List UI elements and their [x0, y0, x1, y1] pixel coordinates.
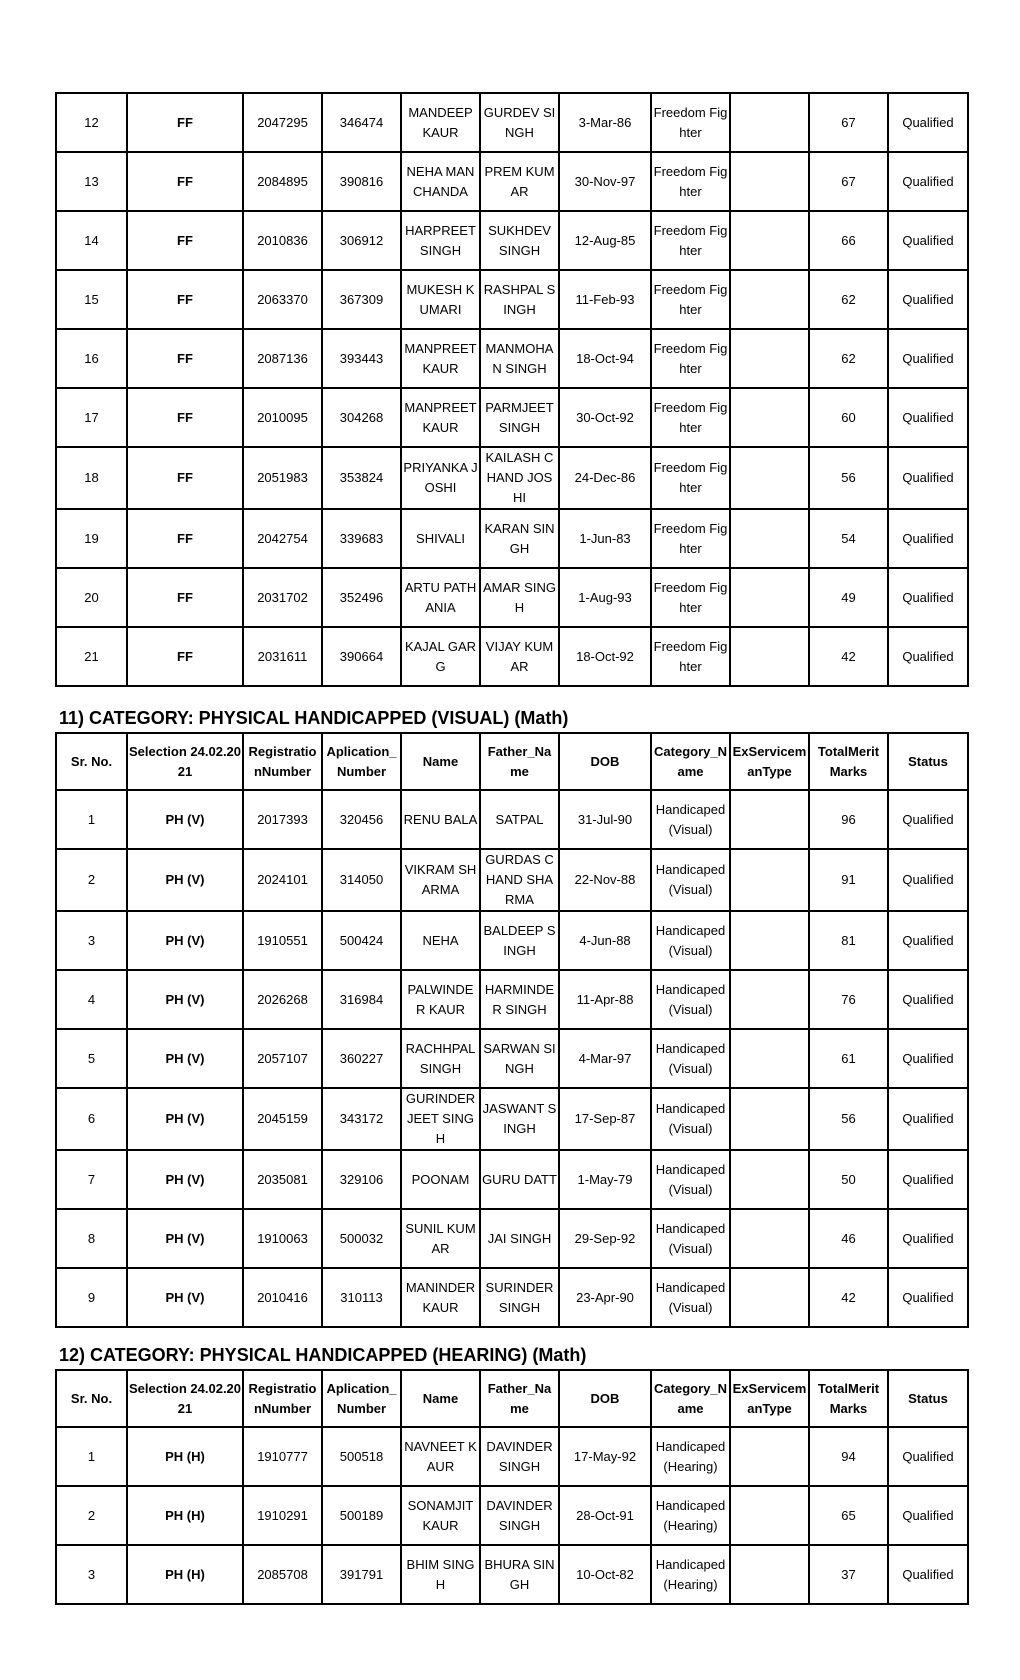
cell-sr-no: 4	[56, 970, 127, 1029]
cell-dob: 17-Sep-87	[559, 1088, 651, 1150]
cell-status: Qualified	[888, 849, 968, 911]
cell-registration-number: 2047295	[243, 93, 322, 152]
cell-application-number: 390816	[322, 152, 401, 211]
cell-dob: 18-Oct-92	[559, 627, 651, 686]
header-application-number: Aplication_Number	[322, 1370, 401, 1427]
cell-category-name: Handicaped (Visual)	[651, 849, 730, 911]
cell-name: MANDEEP KAUR	[401, 93, 480, 152]
cell-exserviceman-type	[730, 1029, 809, 1088]
cell-sr-no: 1	[56, 1427, 127, 1486]
cell-total-merit-marks: 76	[809, 970, 888, 1029]
cell-father-name: KAILASH CHAND JOSHI	[480, 447, 559, 509]
cell-father-name: GURDEV SINGH	[480, 93, 559, 152]
cell-dob: 4-Mar-97	[559, 1029, 651, 1088]
cell-sr-no: 18	[56, 447, 127, 509]
cell-total-merit-marks: 65	[809, 1486, 888, 1545]
cell-application-number: 310113	[322, 1268, 401, 1327]
cell-selection: FF	[127, 270, 243, 329]
cell-application-number: 360227	[322, 1029, 401, 1088]
cell-status: Qualified	[888, 911, 968, 970]
cell-sr-no: 5	[56, 1029, 127, 1088]
cell-registration-number: 2035081	[243, 1150, 322, 1209]
cell-selection: FF	[127, 509, 243, 568]
cell-father-name: SURINDER SINGH	[480, 1268, 559, 1327]
cell-selection: PH (V)	[127, 790, 243, 849]
cell-dob: 1-Jun-83	[559, 509, 651, 568]
cell-category-name: Handicaped (Visual)	[651, 1209, 730, 1268]
table-row	[56, 627, 968, 686]
cell-name: VIKRAM SHARMA	[401, 849, 480, 911]
cell-status: Qualified	[888, 627, 968, 686]
cell-dob: 31-Jul-90	[559, 790, 651, 849]
cell-registration-number: 2024101	[243, 849, 322, 911]
cell-exserviceman-type	[730, 447, 809, 509]
cell-category-name: Handicaped (Visual)	[651, 790, 730, 849]
cell-status: Qualified	[888, 1268, 968, 1327]
cell-name: SONAMJIT KAUR	[401, 1486, 480, 1545]
cell-sr-no: 20	[56, 568, 127, 627]
cell-exserviceman-type	[730, 1209, 809, 1268]
cell-total-merit-marks: 91	[809, 849, 888, 911]
cell-father-name: SATPAL	[480, 790, 559, 849]
header-sr-no: Sr. No.	[56, 1370, 127, 1427]
cell-application-number: 500424	[322, 911, 401, 970]
cell-sr-no: 15	[56, 270, 127, 329]
table-body	[56, 1427, 968, 1604]
header-father-name: Father_Name	[480, 733, 559, 790]
table-body	[56, 790, 968, 1327]
cell-category-name: Handicaped (Visual)	[651, 911, 730, 970]
cell-dob: 4-Jun-88	[559, 911, 651, 970]
cell-name: NEHA	[401, 911, 480, 970]
cell-exserviceman-type	[730, 1427, 809, 1486]
cell-selection: PH (V)	[127, 1209, 243, 1268]
cell-total-merit-marks: 56	[809, 447, 888, 509]
cell-application-number: 306912	[322, 211, 401, 270]
header-sr-no: Sr. No.	[56, 733, 127, 790]
cell-registration-number: 1910551	[243, 911, 322, 970]
cell-sr-no: 19	[56, 509, 127, 568]
section-heading-visual: 11) CATEGORY: PHYSICAL HANDICAPPED (VISUAL) (Math)	[59, 708, 569, 728]
cell-application-number: 352496	[322, 568, 401, 627]
cell-father-name: HARMINDER SINGH	[480, 970, 559, 1029]
cell-status: Qualified	[888, 1029, 968, 1088]
cell-dob: 29-Sep-92	[559, 1209, 651, 1268]
table-row	[56, 270, 968, 329]
cell-selection: PH (V)	[127, 1268, 243, 1327]
table-handicapped-visual	[55, 732, 969, 1328]
cell-application-number: 343172	[322, 1088, 401, 1150]
cell-exserviceman-type	[730, 1150, 809, 1209]
cell-application-number: 314050	[322, 849, 401, 911]
cell-total-merit-marks: 60	[809, 388, 888, 447]
cell-exserviceman-type	[730, 911, 809, 970]
cell-selection: PH (V)	[127, 970, 243, 1029]
cell-father-name: GURDAS CHAND SHARMA	[480, 849, 559, 911]
cell-name: BHIM SINGH	[401, 1545, 480, 1604]
cell-exserviceman-type	[730, 849, 809, 911]
cell-exserviceman-type	[730, 270, 809, 329]
cell-registration-number: 2045159	[243, 1088, 322, 1150]
cell-total-merit-marks: 61	[809, 1029, 888, 1088]
cell-total-merit-marks: 46	[809, 1209, 888, 1268]
cell-dob: 23-Apr-90	[559, 1268, 651, 1327]
cell-registration-number: 1910063	[243, 1209, 322, 1268]
cell-application-number: 367309	[322, 270, 401, 329]
table-row	[56, 93, 968, 152]
cell-father-name: SARWAN SINGH	[480, 1029, 559, 1088]
cell-total-merit-marks: 62	[809, 329, 888, 388]
cell-dob: 11-Feb-93	[559, 270, 651, 329]
table-row	[56, 329, 968, 388]
table-freedom-fighter	[55, 92, 969, 687]
cell-registration-number: 1910777	[243, 1427, 322, 1486]
cell-status: Qualified	[888, 509, 968, 568]
cell-category-name: Freedom Fighter	[651, 388, 730, 447]
cell-registration-number: 2010416	[243, 1268, 322, 1327]
header-registration-number: RegistrationNumber	[243, 733, 322, 790]
cell-category-name: Freedom Fighter	[651, 211, 730, 270]
cell-name: SHIVALI	[401, 509, 480, 568]
cell-sr-no: 2	[56, 849, 127, 911]
cell-name: PRIYANKA JOSHI	[401, 447, 480, 509]
cell-total-merit-marks: 42	[809, 1268, 888, 1327]
cell-registration-number: 2031611	[243, 627, 322, 686]
cell-status: Qualified	[888, 970, 968, 1029]
cell-sr-no: 17	[56, 388, 127, 447]
cell-registration-number: 2084895	[243, 152, 322, 211]
cell-dob: 30-Oct-92	[559, 388, 651, 447]
cell-name: RENU BALA	[401, 790, 480, 849]
cell-category-name: Freedom Fighter	[651, 270, 730, 329]
cell-selection: PH (V)	[127, 849, 243, 911]
cell-total-merit-marks: 81	[809, 911, 888, 970]
cell-exserviceman-type	[730, 93, 809, 152]
cell-status: Qualified	[888, 1427, 968, 1486]
table-handicapped-hearing	[55, 1369, 969, 1605]
table-row	[56, 1150, 968, 1209]
cell-application-number: 320456	[322, 790, 401, 849]
cell-sr-no: 16	[56, 329, 127, 388]
cell-registration-number: 2063370	[243, 270, 322, 329]
table-body	[56, 93, 968, 686]
cell-name: MANPREET KAUR	[401, 329, 480, 388]
cell-selection: FF	[127, 93, 243, 152]
header-father-name: Father_Name	[480, 1370, 559, 1427]
cell-selection: PH (H)	[127, 1545, 243, 1604]
cell-exserviceman-type	[730, 1088, 809, 1150]
table-row	[56, 1545, 968, 1604]
cell-sr-no: 3	[56, 1545, 127, 1604]
cell-dob: 17-May-92	[559, 1427, 651, 1486]
table-row	[56, 970, 968, 1029]
table-row	[56, 509, 968, 568]
cell-application-number: 500518	[322, 1427, 401, 1486]
cell-total-merit-marks: 94	[809, 1427, 888, 1486]
cell-registration-number: 1910291	[243, 1486, 322, 1545]
cell-exserviceman-type	[730, 1486, 809, 1545]
table-row	[56, 790, 968, 849]
cell-dob: 18-Oct-94	[559, 329, 651, 388]
cell-dob: 1-Aug-93	[559, 568, 651, 627]
cell-name: ARTU PATHANIA	[401, 568, 480, 627]
table-row	[56, 1427, 968, 1486]
cell-application-number: 346474	[322, 93, 401, 152]
cell-category-name: Freedom Fighter	[651, 152, 730, 211]
cell-selection: FF	[127, 152, 243, 211]
cell-exserviceman-type	[730, 211, 809, 270]
header-category-name: Category_Name	[651, 733, 730, 790]
cell-name: SUNIL KUMAR	[401, 1209, 480, 1268]
cell-category-name: Handicaped (Visual)	[651, 1150, 730, 1209]
header-total-merit-marks: TotalMerit Marks	[809, 733, 888, 790]
header-category-name: Category_Name	[651, 1370, 730, 1427]
cell-category-name: Handicaped (Visual)	[651, 1029, 730, 1088]
cell-selection: FF	[127, 388, 243, 447]
cell-father-name: MANMOHAN SINGH	[480, 329, 559, 388]
cell-name: MANINDER KAUR	[401, 1268, 480, 1327]
cell-registration-number: 2042754	[243, 509, 322, 568]
cell-selection: PH (H)	[127, 1427, 243, 1486]
cell-application-number: 393443	[322, 329, 401, 388]
cell-category-name: Handicaped (Visual)	[651, 1268, 730, 1327]
cell-father-name: DAVINDER SINGH	[480, 1427, 559, 1486]
cell-category-name: Handicaped (Visual)	[651, 970, 730, 1029]
cell-category-name: Handicaped (Hearing)	[651, 1486, 730, 1545]
cell-dob: 3-Mar-86	[559, 93, 651, 152]
cell-exserviceman-type	[730, 790, 809, 849]
cell-sr-no: 9	[56, 1268, 127, 1327]
cell-dob: 30-Nov-97	[559, 152, 651, 211]
cell-application-number: 391791	[322, 1545, 401, 1604]
header-application-number: Aplication_Number	[322, 733, 401, 790]
table-row	[56, 388, 968, 447]
cell-sr-no: 8	[56, 1209, 127, 1268]
cell-status: Qualified	[888, 1209, 968, 1268]
cell-registration-number: 2057107	[243, 1029, 322, 1088]
cell-registration-number: 2087136	[243, 329, 322, 388]
cell-selection: FF	[127, 211, 243, 270]
cell-total-merit-marks: 66	[809, 211, 888, 270]
cell-father-name: PREM KUMAR	[480, 152, 559, 211]
cell-total-merit-marks: 62	[809, 270, 888, 329]
cell-category-name: Freedom Fighter	[651, 329, 730, 388]
header-selection: Selection 24.02.2021	[127, 1370, 243, 1427]
cell-sr-no: 2	[56, 1486, 127, 1545]
cell-category-name: Handicaped (Visual)	[651, 1088, 730, 1150]
cell-name: NEHA MANCHANDA	[401, 152, 480, 211]
table-row	[56, 849, 968, 911]
cell-status: Qualified	[888, 388, 968, 447]
cell-application-number: 500032	[322, 1209, 401, 1268]
cell-application-number: 353824	[322, 447, 401, 509]
cell-name: MUKESH KUMARI	[401, 270, 480, 329]
cell-father-name: GURU DATT	[480, 1150, 559, 1209]
cell-registration-number: 2051983	[243, 447, 322, 509]
cell-selection: FF	[127, 568, 243, 627]
cell-category-name: Freedom Fighter	[651, 93, 730, 152]
cell-name: HARPREET SINGH	[401, 211, 480, 270]
cell-status: Qualified	[888, 790, 968, 849]
cell-exserviceman-type	[730, 388, 809, 447]
cell-application-number: 390664	[322, 627, 401, 686]
cell-status: Qualified	[888, 1150, 968, 1209]
cell-selection: FF	[127, 447, 243, 509]
cell-father-name: VIJAY KUMAR	[480, 627, 559, 686]
cell-total-merit-marks: 67	[809, 152, 888, 211]
cell-exserviceman-type	[730, 509, 809, 568]
cell-father-name: KARAN SINGH	[480, 509, 559, 568]
cell-status: Qualified	[888, 270, 968, 329]
cell-name: POONAM	[401, 1150, 480, 1209]
cell-application-number: 329106	[322, 1150, 401, 1209]
cell-application-number: 500189	[322, 1486, 401, 1545]
cell-sr-no: 21	[56, 627, 127, 686]
table-row	[56, 1209, 968, 1268]
cell-sr-no: 1	[56, 790, 127, 849]
cell-selection: FF	[127, 627, 243, 686]
cell-selection: PH (H)	[127, 1486, 243, 1545]
cell-dob: 24-Dec-86	[559, 447, 651, 509]
table-row	[56, 1486, 968, 1545]
cell-dob: 12-Aug-85	[559, 211, 651, 270]
header-dob: DOB	[559, 1370, 651, 1427]
cell-father-name: AMAR SINGH	[480, 568, 559, 627]
cell-total-merit-marks: 54	[809, 509, 888, 568]
header-exserviceman-type: ExServicemanType	[730, 733, 809, 790]
cell-name: MANPREET KAUR	[401, 388, 480, 447]
cell-sr-no: 3	[56, 911, 127, 970]
cell-dob: 28-Oct-91	[559, 1486, 651, 1545]
cell-exserviceman-type	[730, 329, 809, 388]
cell-registration-number: 2010836	[243, 211, 322, 270]
header-dob: DOB	[559, 733, 651, 790]
table-header-row	[56, 733, 968, 790]
cell-exserviceman-type	[730, 1545, 809, 1604]
header-selection: Selection 24.02.2021	[127, 733, 243, 790]
header-name: Name	[401, 733, 480, 790]
cell-father-name: BALDEEP SINGH	[480, 911, 559, 970]
table-row	[56, 1029, 968, 1088]
cell-dob: 1-May-79	[559, 1150, 651, 1209]
cell-sr-no: 6	[56, 1088, 127, 1150]
header-status: Status	[888, 1370, 968, 1427]
table-row	[56, 152, 968, 211]
cell-status: Qualified	[888, 211, 968, 270]
cell-dob: 22-Nov-88	[559, 849, 651, 911]
table-row	[56, 447, 968, 509]
cell-dob: 10-Oct-82	[559, 1545, 651, 1604]
cell-exserviceman-type	[730, 627, 809, 686]
cell-exserviceman-type	[730, 568, 809, 627]
cell-category-name: Handicaped (Hearing)	[651, 1545, 730, 1604]
table-row	[56, 211, 968, 270]
cell-selection: PH (V)	[127, 1088, 243, 1150]
cell-exserviceman-type	[730, 152, 809, 211]
cell-name: GURINDERJEET SINGH	[401, 1088, 480, 1150]
cell-category-name: Freedom Fighter	[651, 627, 730, 686]
cell-total-merit-marks: 67	[809, 93, 888, 152]
cell-total-merit-marks: 56	[809, 1088, 888, 1150]
cell-sr-no: 13	[56, 152, 127, 211]
cell-father-name: PARMJEET SINGH	[480, 388, 559, 447]
cell-total-merit-marks: 49	[809, 568, 888, 627]
cell-selection: PH (V)	[127, 1150, 243, 1209]
cell-name: RACHHPAL SINGH	[401, 1029, 480, 1088]
cell-status: Qualified	[888, 93, 968, 152]
cell-selection: PH (V)	[127, 1029, 243, 1088]
cell-dob: 11-Apr-88	[559, 970, 651, 1029]
table-row	[56, 568, 968, 627]
cell-name: KAJAL GARG	[401, 627, 480, 686]
header-exserviceman-type: ExServicemanType	[730, 1370, 809, 1427]
header-status: Status	[888, 733, 968, 790]
header-name: Name	[401, 1370, 480, 1427]
cell-name: PALWINDER KAUR	[401, 970, 480, 1029]
cell-registration-number: 2031702	[243, 568, 322, 627]
cell-father-name: RASHPAL SINGH	[480, 270, 559, 329]
cell-sr-no: 14	[56, 211, 127, 270]
cell-registration-number: 2085708	[243, 1545, 322, 1604]
cell-selection: PH (V)	[127, 911, 243, 970]
header-registration-number: RegistrationNumber	[243, 1370, 322, 1427]
cell-status: Qualified	[888, 329, 968, 388]
cell-father-name: JASWANT SINGH	[480, 1088, 559, 1150]
cell-exserviceman-type	[730, 970, 809, 1029]
cell-name: NAVNEET KAUR	[401, 1427, 480, 1486]
table-row	[56, 1268, 968, 1327]
cell-sr-no: 12	[56, 93, 127, 152]
cell-father-name: JAI SINGH	[480, 1209, 559, 1268]
cell-status: Qualified	[888, 1545, 968, 1604]
cell-total-merit-marks: 96	[809, 790, 888, 849]
cell-application-number: 339683	[322, 509, 401, 568]
section-heading-hearing: 12) CATEGORY: PHYSICAL HANDICAPPED (HEARING) (Math)	[59, 1345, 587, 1365]
cell-status: Qualified	[888, 447, 968, 509]
table-row	[56, 911, 968, 970]
cell-father-name: SUKHDEV SINGH	[480, 211, 559, 270]
cell-father-name: BHURA SINGH	[480, 1545, 559, 1604]
cell-status: Qualified	[888, 1088, 968, 1150]
cell-selection: FF	[127, 329, 243, 388]
cell-total-merit-marks: 37	[809, 1545, 888, 1604]
cell-sr-no: 7	[56, 1150, 127, 1209]
cell-registration-number: 2017393	[243, 790, 322, 849]
cell-total-merit-marks: 42	[809, 627, 888, 686]
cell-application-number: 304268	[322, 388, 401, 447]
cell-father-name: DAVINDER SINGH	[480, 1486, 559, 1545]
cell-category-name: Freedom Fighter	[651, 568, 730, 627]
cell-registration-number: 2026268	[243, 970, 322, 1029]
cell-status: Qualified	[888, 152, 968, 211]
cell-category-name: Freedom Fighter	[651, 447, 730, 509]
cell-status: Qualified	[888, 1486, 968, 1545]
cell-application-number: 316984	[322, 970, 401, 1029]
table-header-row	[56, 1370, 968, 1427]
cell-registration-number: 2010095	[243, 388, 322, 447]
cell-exserviceman-type	[730, 1268, 809, 1327]
table-row	[56, 1088, 968, 1150]
cell-total-merit-marks: 50	[809, 1150, 888, 1209]
cell-category-name: Handicaped (Hearing)	[651, 1427, 730, 1486]
cell-category-name: Freedom Fighter	[651, 509, 730, 568]
header-total-merit-marks: TotalMerit Marks	[809, 1370, 888, 1427]
cell-status: Qualified	[888, 568, 968, 627]
